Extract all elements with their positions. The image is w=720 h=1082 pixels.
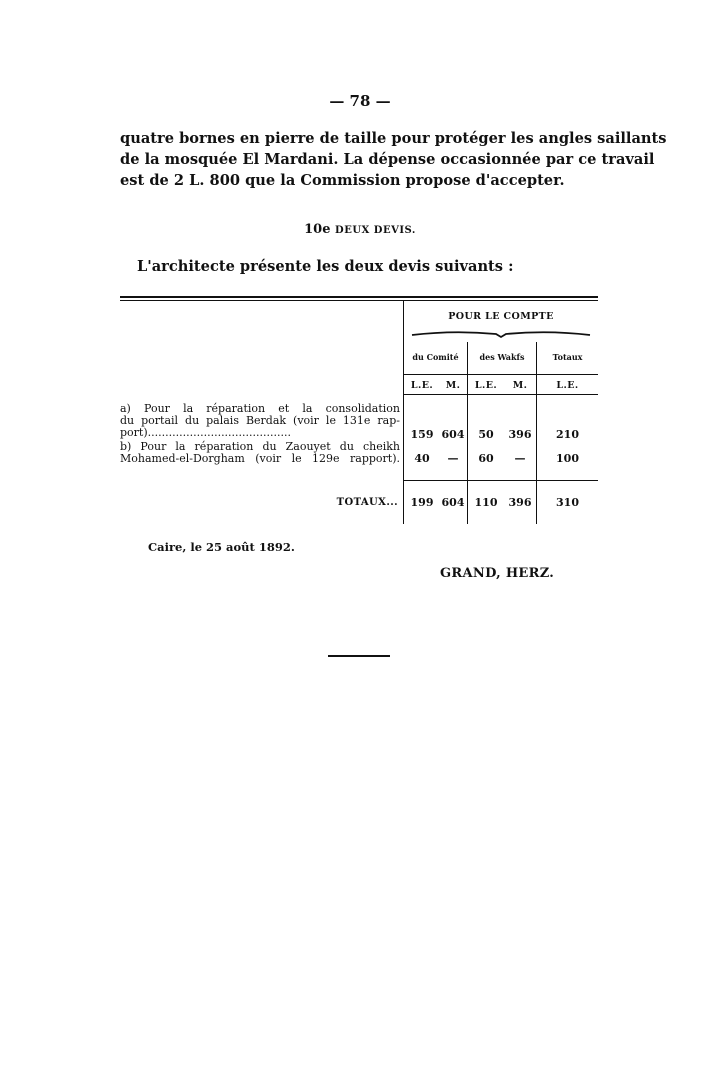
table-row-a-desc: [120, 403, 400, 439]
header-brace: [404, 326, 598, 340]
row-a-comite-le: 159: [410, 428, 434, 441]
paragraph-line-3: est de 2 L. 800 que la Commission propose d'accepter.: [120, 172, 565, 189]
unit-le-totaux: L.E.: [556, 380, 579, 391]
unit-le-wakfs: L.E.: [474, 380, 498, 391]
row-b-wakfs-m: —: [514, 452, 526, 465]
paragraph-line-2: de la mosquée El Mardani. La dépense occasionnée par ce travail: [120, 151, 655, 168]
header-underline: [404, 374, 598, 375]
col-header-wakfs: des Wakfs: [479, 352, 525, 362]
unit-m-comite: M.: [445, 380, 461, 391]
totals-wakfs-m: 396: [508, 496, 532, 509]
totals-total-le: 310: [556, 496, 579, 509]
page-number: — 78 —: [329, 92, 391, 110]
row-b-comite-m: —: [447, 452, 459, 465]
totals-rule: [404, 480, 598, 481]
row-a-line-3: port).........................................: [120, 427, 291, 439]
unit-underline: [404, 394, 598, 395]
totals-wakfs-le: 110: [474, 496, 498, 509]
section-caption: DEUX DEVIS.: [335, 225, 416, 236]
row-b-line-1: b) Pour la réparation du Zaouyet du cheikh: [120, 440, 400, 453]
row-b-total-le: 100: [556, 452, 579, 465]
unit-m-wakfs: M.: [512, 380, 528, 391]
intro-text: L'architecte présente les deux devis suivants :: [137, 258, 514, 275]
row-a-wakfs-le: 50: [478, 428, 494, 441]
row-a-line-2: du portail du palais Berdak (voir le 131e rap-: [120, 414, 400, 427]
header-pour-le-compte: POUR LE COMPTE: [448, 311, 554, 322]
totals-comite-m: 604: [441, 496, 465, 509]
col-header-comite: du Comité: [412, 352, 459, 362]
row-a-total-le: 210: [556, 428, 579, 441]
date-line: Caire, le 25 août 1892.: [148, 540, 295, 554]
table-top-rule: [120, 296, 598, 298]
section-number: 10e: [304, 222, 331, 237]
body-paragraph: [120, 128, 667, 191]
row-a-comite-m: 604: [441, 428, 465, 441]
end-rule: [328, 655, 390, 657]
table-top-rule-thin: [120, 300, 598, 301]
paragraph-line-1: quatre bornes en pierre de taille pour protéger les angles saillants: [120, 130, 667, 147]
section-title: [0, 222, 720, 237]
row-b-wakfs-le: 60: [478, 452, 494, 465]
row-a-wakfs-m: 396: [508, 428, 532, 441]
totals-label: TOTAUX...: [336, 497, 398, 508]
row-b-comite-le: 40: [414, 452, 430, 465]
row-b-line-2: Mohamed-el-Dorgham (voir le 129e rapport).: [120, 452, 400, 465]
totals-comite-le: 199: [410, 496, 434, 509]
table-row-b-desc: [120, 441, 400, 465]
col-header-totaux: Totaux: [552, 352, 583, 362]
signature: GRAND, HERZ.: [440, 566, 555, 581]
unit-le-comite: L.E.: [410, 380, 434, 391]
row-a-line-1: a) Pour la réparation et la consolidation: [120, 402, 400, 415]
